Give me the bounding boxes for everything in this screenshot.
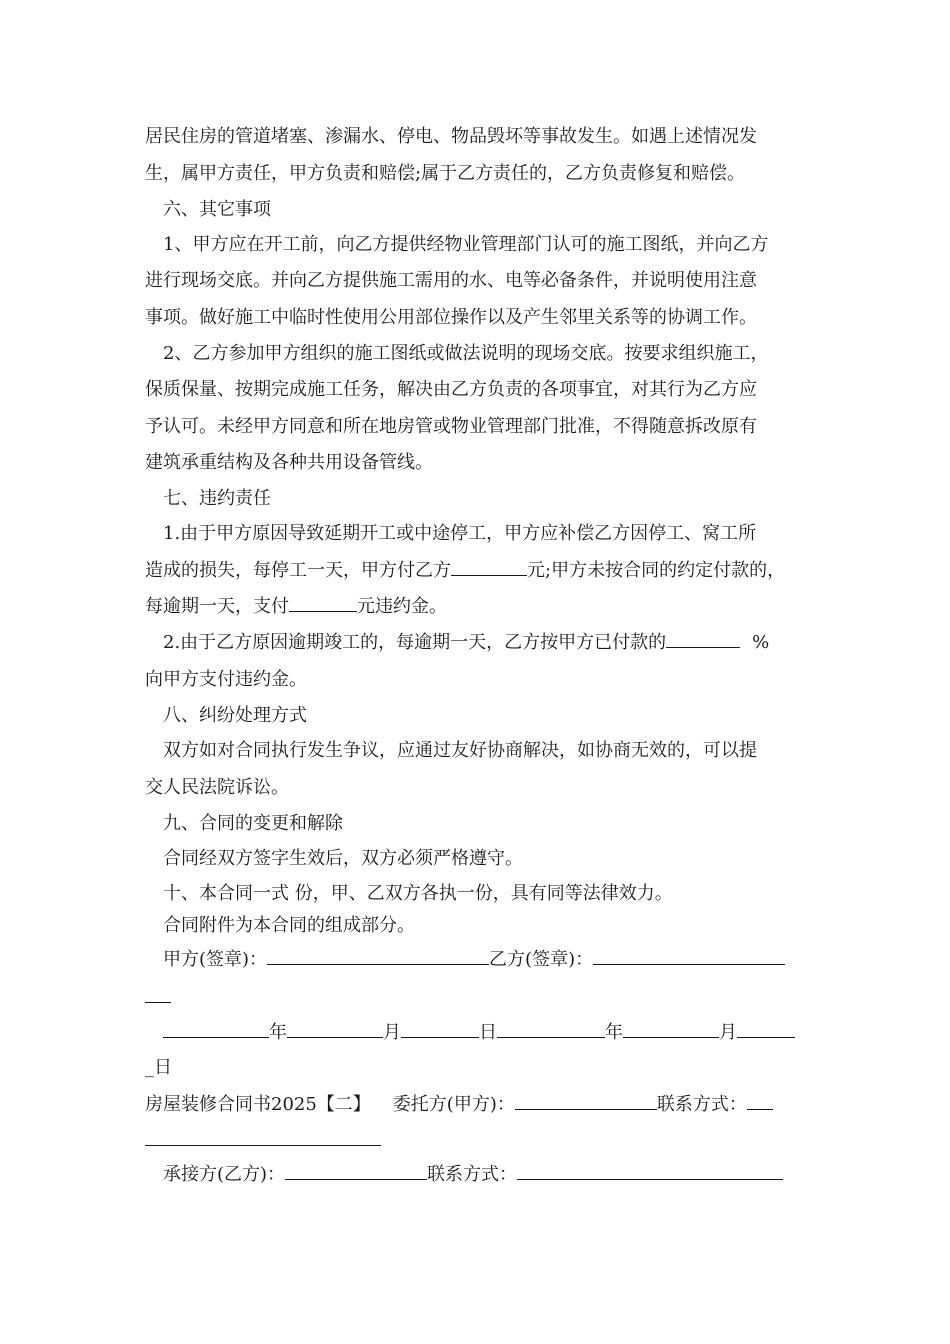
contractor-line <box>163 1163 783 1189</box>
text: 年 <box>269 1022 287 1043</box>
text: 生，属甲方责任，甲方负责和赔偿;属于乙方责任的，乙方负责修复和赔偿。 <box>145 163 746 184</box>
signature-line <box>163 948 785 974</box>
text: 委托方(甲方)： <box>392 1094 515 1115</box>
text: 双方如对合同执行发生争议，应通过友好协商解决，如协商无效的，可以提 <box>163 740 757 761</box>
text-line <box>163 233 768 259</box>
text: 造成的损失，每停工一天，甲方付乙方 <box>145 560 451 581</box>
text: 房屋装修合同书2025【二】 <box>145 1094 371 1115</box>
text-line <box>163 522 756 548</box>
contract-part-heading-continued <box>145 1129 381 1155</box>
date-line-continued <box>145 1056 172 1082</box>
text: 合同附件为本合同的组成部分。 <box>163 915 415 936</box>
contractor-name-blank[interactable] <box>285 1163 427 1180</box>
text: 居民住房的管道堵塞、渗漏水、停电、物品毁坏等事故发生。如遇上述情况发 <box>145 126 757 147</box>
text: 七、违约责任 <box>163 488 271 509</box>
text: 元;甲方未按合同的约定付款的， <box>527 560 786 581</box>
date-line <box>163 1021 795 1047</box>
text: 事项。做好施工中临时性使用公用部位操作以及产生邻里关系等的协调工作。 <box>145 307 757 328</box>
text-line <box>145 415 757 441</box>
text: % <box>752 632 770 653</box>
text: 联系方式： <box>427 1164 518 1185</box>
year-blank[interactable] <box>163 1021 269 1038</box>
year-blank[interactable] <box>497 1021 605 1038</box>
day-blank[interactable] <box>401 1021 479 1038</box>
text-line <box>163 739 757 765</box>
fill-blank[interactable] <box>666 631 740 648</box>
text: 十、本合同一式 份，甲、乙双方各执一份，具有同等法律效力。 <box>163 883 673 904</box>
fill-blank[interactable] <box>145 986 171 1003</box>
text-line <box>145 451 433 477</box>
signature-blank-party-a[interactable] <box>267 948 489 965</box>
text-line <box>145 668 307 694</box>
text: 六、其它事项 <box>163 199 271 220</box>
text: 1、甲方应在开工前，向乙方提供经物业管理部门认可的施工图纸，并向乙方 <box>163 234 769 255</box>
text-line <box>145 306 757 332</box>
text: 年 <box>605 1022 623 1043</box>
text: 每逾期一天，支付 <box>145 596 289 617</box>
text: 月 <box>719 1022 737 1043</box>
text: 向甲方支付违约金。 <box>145 669 307 690</box>
text: 乙方(签章)： <box>489 949 594 970</box>
text: 1.由于甲方原因导致延期开工或中途停工，甲方应补偿乙方因停工、窝工所 <box>163 523 757 544</box>
text: 保质保量、按期完成施工任务，解决由乙方负责的各项事宜，对其行为乙方应 <box>145 379 757 400</box>
month-blank[interactable] <box>623 1021 719 1038</box>
text: 建筑承重结构及各种共用设备管线。 <box>145 452 433 473</box>
text: 联系方式： <box>656 1094 747 1115</box>
text-line <box>145 125 757 151</box>
text: 2、乙方参加甲方组织的施工图纸或做法说明的现场交底。按要求组织施工， <box>163 343 769 364</box>
section-heading <box>163 487 271 513</box>
text: 合同经双方签字生效后，双方必须严格遵守。 <box>163 848 523 869</box>
contract-part-heading <box>145 1093 773 1119</box>
text: 九、合同的变更和解除 <box>163 813 343 834</box>
contractor-contact-blank[interactable] <box>517 1163 783 1180</box>
text: 甲方(签章)： <box>163 949 268 970</box>
text-line <box>145 378 757 404</box>
text: 日 <box>479 1022 497 1043</box>
client-contact-blank[interactable] <box>145 1129 381 1146</box>
text: 承接方(乙方)： <box>163 1164 286 1185</box>
section-heading <box>163 198 271 224</box>
text: 交人民法院诉讼。 <box>145 777 289 798</box>
text: 2.由于乙方原因逾期竣工的，每逾期一天，乙方按甲方已付款的 <box>163 632 667 653</box>
text: 进行现场交底。并向乙方提供施工需用的水、电等必备条件，并说明使用注意 <box>145 270 757 291</box>
fill-blank[interactable] <box>451 559 527 576</box>
signature-line-continued <box>145 986 171 1012</box>
text: 八、纠纷处理方式 <box>163 705 307 726</box>
text-line <box>163 342 768 368</box>
text: 元违约金。 <box>357 596 447 617</box>
text-line <box>163 631 769 657</box>
text-line <box>163 914 415 940</box>
text-line <box>145 595 447 621</box>
month-blank[interactable] <box>287 1021 383 1038</box>
day-blank[interactable] <box>737 1021 795 1038</box>
text-line <box>145 776 289 802</box>
text: _日 <box>145 1057 172 1078</box>
text-line <box>145 162 745 188</box>
text-line <box>163 847 523 873</box>
text-line <box>145 269 757 295</box>
text-line <box>145 559 785 585</box>
section-heading <box>163 812 343 838</box>
client-name-blank[interactable] <box>515 1093 657 1110</box>
client-contact-blank[interactable] <box>747 1093 773 1110</box>
text: 予认可。未经甲方同意和所在地房管或物业管理部门批准，不得随意拆改原有 <box>145 416 757 437</box>
fill-blank[interactable] <box>289 595 357 612</box>
section-heading <box>163 704 307 730</box>
text-line <box>163 882 673 908</box>
text: 月 <box>383 1022 401 1043</box>
signature-blank-party-b[interactable] <box>593 948 785 965</box>
